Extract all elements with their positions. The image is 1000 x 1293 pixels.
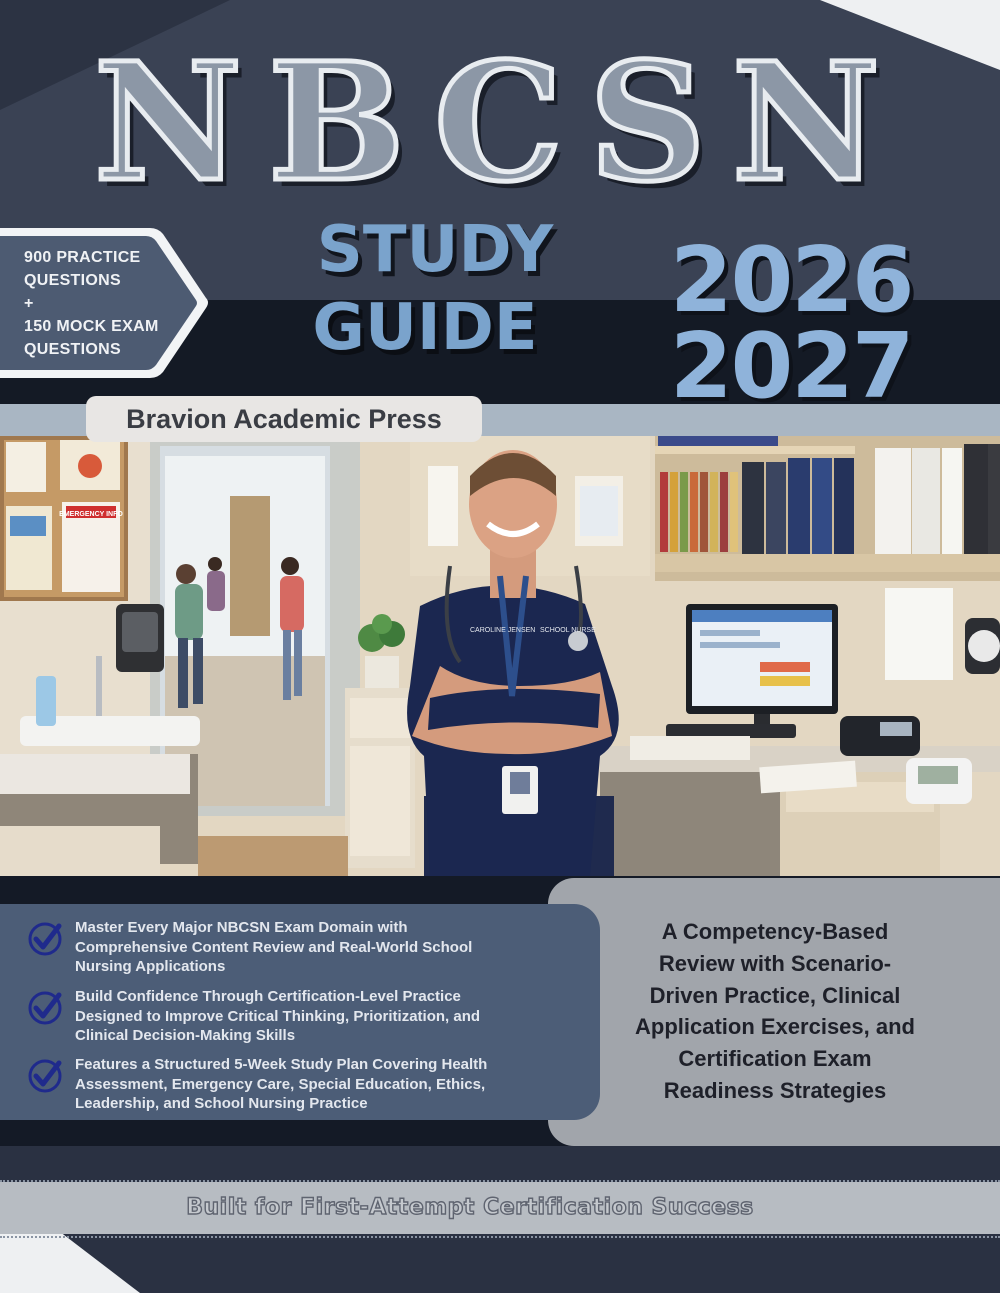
feature-line: Designed to Improve Critical Thinking, Prioritization, and — [75, 1007, 481, 1025]
description-line: Driven Practice, Clinical — [649, 982, 901, 1008]
description-text — [600, 916, 950, 1107]
description-line: Review with Scenario- — [658, 950, 892, 976]
badge-text — [24, 246, 194, 361]
divider — [0, 1236, 1000, 1238]
checkmark-circle-icon — [28, 991, 62, 1025]
school-nurse-photo — [0, 436, 1000, 876]
feature-line: Master Every Major NBCSN Exam Domain with — [75, 919, 408, 936]
poster-label: EMERGENCY INFO — [59, 511, 123, 518]
badge-line: 150 MOCK EXAM — [24, 318, 159, 335]
description-line: Readiness Strategies — [663, 1077, 887, 1103]
title-badge-text: SCHOOL NURSE — [540, 627, 596, 634]
name-badge-text: CAROLINE JENSEN — [470, 627, 536, 634]
feature-line: Nursing Applications — [75, 958, 226, 975]
year-end: 2027 — [670, 314, 913, 419]
publisher-label: Bravion Academic Press — [86, 396, 482, 442]
checkmark-circle-icon — [28, 922, 62, 956]
feature-line: Clinical Decision-Making Skills — [75, 1027, 296, 1044]
checkmark-circle-icon — [28, 1059, 62, 1093]
feature-line: Leadership, and School Nursing Practice — [75, 1095, 368, 1112]
tagline: Built for First-Attempt Certification Success — [186, 1195, 754, 1220]
badge-line: + — [24, 295, 34, 312]
feature-line: Comprehensive Content Review and Real-World School — [75, 938, 473, 956]
description-line: Application Exercises, and — [635, 1014, 915, 1040]
badge-line: QUESTIONS — [24, 341, 121, 358]
guide-heading: GUIDE — [312, 291, 538, 365]
main-title: NBCSN — [93, 28, 906, 218]
feature-line: Build Confidence Through Certification-Level Practice — [75, 988, 461, 1005]
year-start: 2026 — [670, 228, 913, 333]
feature-line: Features a Structured 5-Week Study Plan Covering Health — [75, 1056, 488, 1073]
feature-text — [75, 918, 555, 977]
badge-line: 900 PRACTICE — [24, 249, 141, 266]
features-panel — [0, 904, 600, 1120]
badge-line: QUESTIONS — [24, 272, 121, 289]
feature-line: Assessment, Emergency Care, Special Education, Ethics, — [75, 1075, 486, 1093]
description-line: Certification Exam — [678, 1046, 872, 1072]
description-line: A Competency-Based — [661, 919, 889, 944]
study-heading: STUDY — [316, 213, 554, 287]
feature-text — [75, 1055, 555, 1114]
feature-text — [75, 987, 555, 1046]
